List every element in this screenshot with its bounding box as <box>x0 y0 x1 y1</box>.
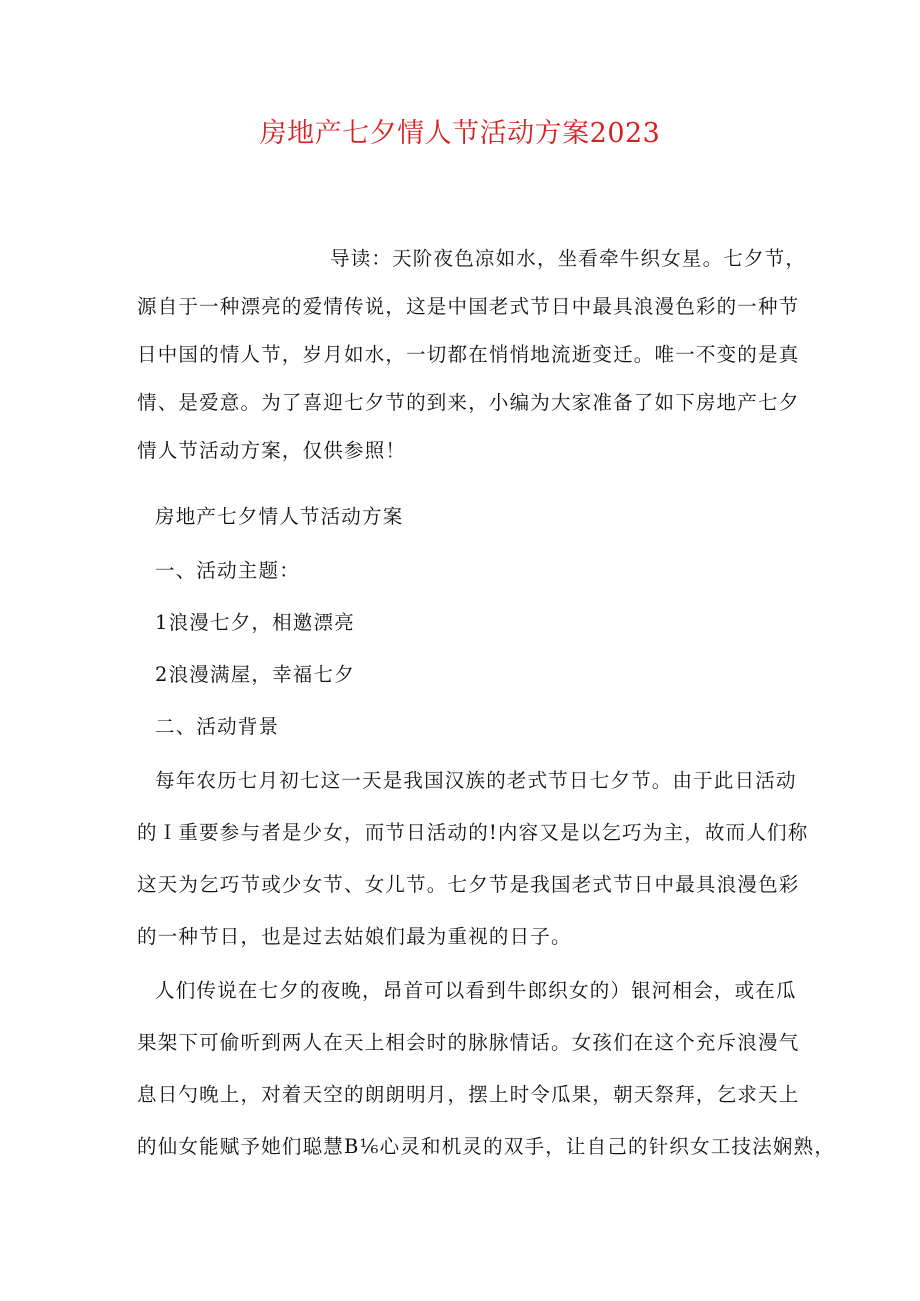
paragraph-line: 果架下可偷听到两人在天上相会时的脉脉情话。女孩们在这个充斥浪漫气 <box>137 1031 800 1054</box>
paragraph-line: 息日勺晚上，对着天空的朗朗明月，摆上时令瓜果，朝天祭拜，乞求天上 <box>137 1083 800 1106</box>
section-heading: 房地产七夕情人节活动方案 <box>155 505 404 528</box>
list-item: 2浪漫满屋，幸福七夕 <box>155 663 355 686</box>
paragraph-line: 情、是爱意。为了喜迎七夕节的到来，小编为大家准备了如下房地产七夕 <box>137 391 800 414</box>
section-heading: 一、活动主题： <box>155 559 300 582</box>
paragraph-line: 的仙女能赋予她们聪慧B⅙心灵和机灵的双手，让自己的针织女工技法娴熟， <box>137 1135 836 1158</box>
paragraph-line: 的一种节日，也是过去姑娘们最为重视的日子。 <box>137 925 572 948</box>
paragraph-line: 日中国的情人节，岁月如水，一切都在悄悄地流逝变迁。唯一不变的是真 <box>137 343 800 366</box>
paragraph-line: 人们传说在七夕的夜晚，昂首可以看到牛郎织女的）银河相会，或在瓜 <box>155 979 797 1002</box>
list-item: 1浪漫七夕，相邀漂亮 <box>155 611 355 634</box>
paragraph-line: 源自于一种漂亮的爱情传说，这是中国老式节日中最具浪漫色彩的一种节 <box>137 295 800 318</box>
paragraph-line: 情人节活动方案，仅供参照！ <box>137 439 407 462</box>
document-title: 房地产七夕情人节活动方案2023 <box>259 118 661 149</box>
paragraph-line: 导读：天阶夜色凉如水，坐看牵牛织女星。七夕节， <box>330 247 807 270</box>
paragraph-line: 每年农历七月初七这一天是我国汉族的老式节日七夕节。由于此日活动 <box>155 769 797 792</box>
section-heading: 二、活动背景 <box>155 715 280 738</box>
paragraph-line: 的Ｉ重要参与者是少女，而节日活动的!内容又是以乞巧为主，故而人们称 <box>137 821 809 844</box>
paragraph-line: 这天为乞巧节或少女节、女儿节。七夕节是我国老式节日中最具浪漫色彩 <box>137 873 800 896</box>
